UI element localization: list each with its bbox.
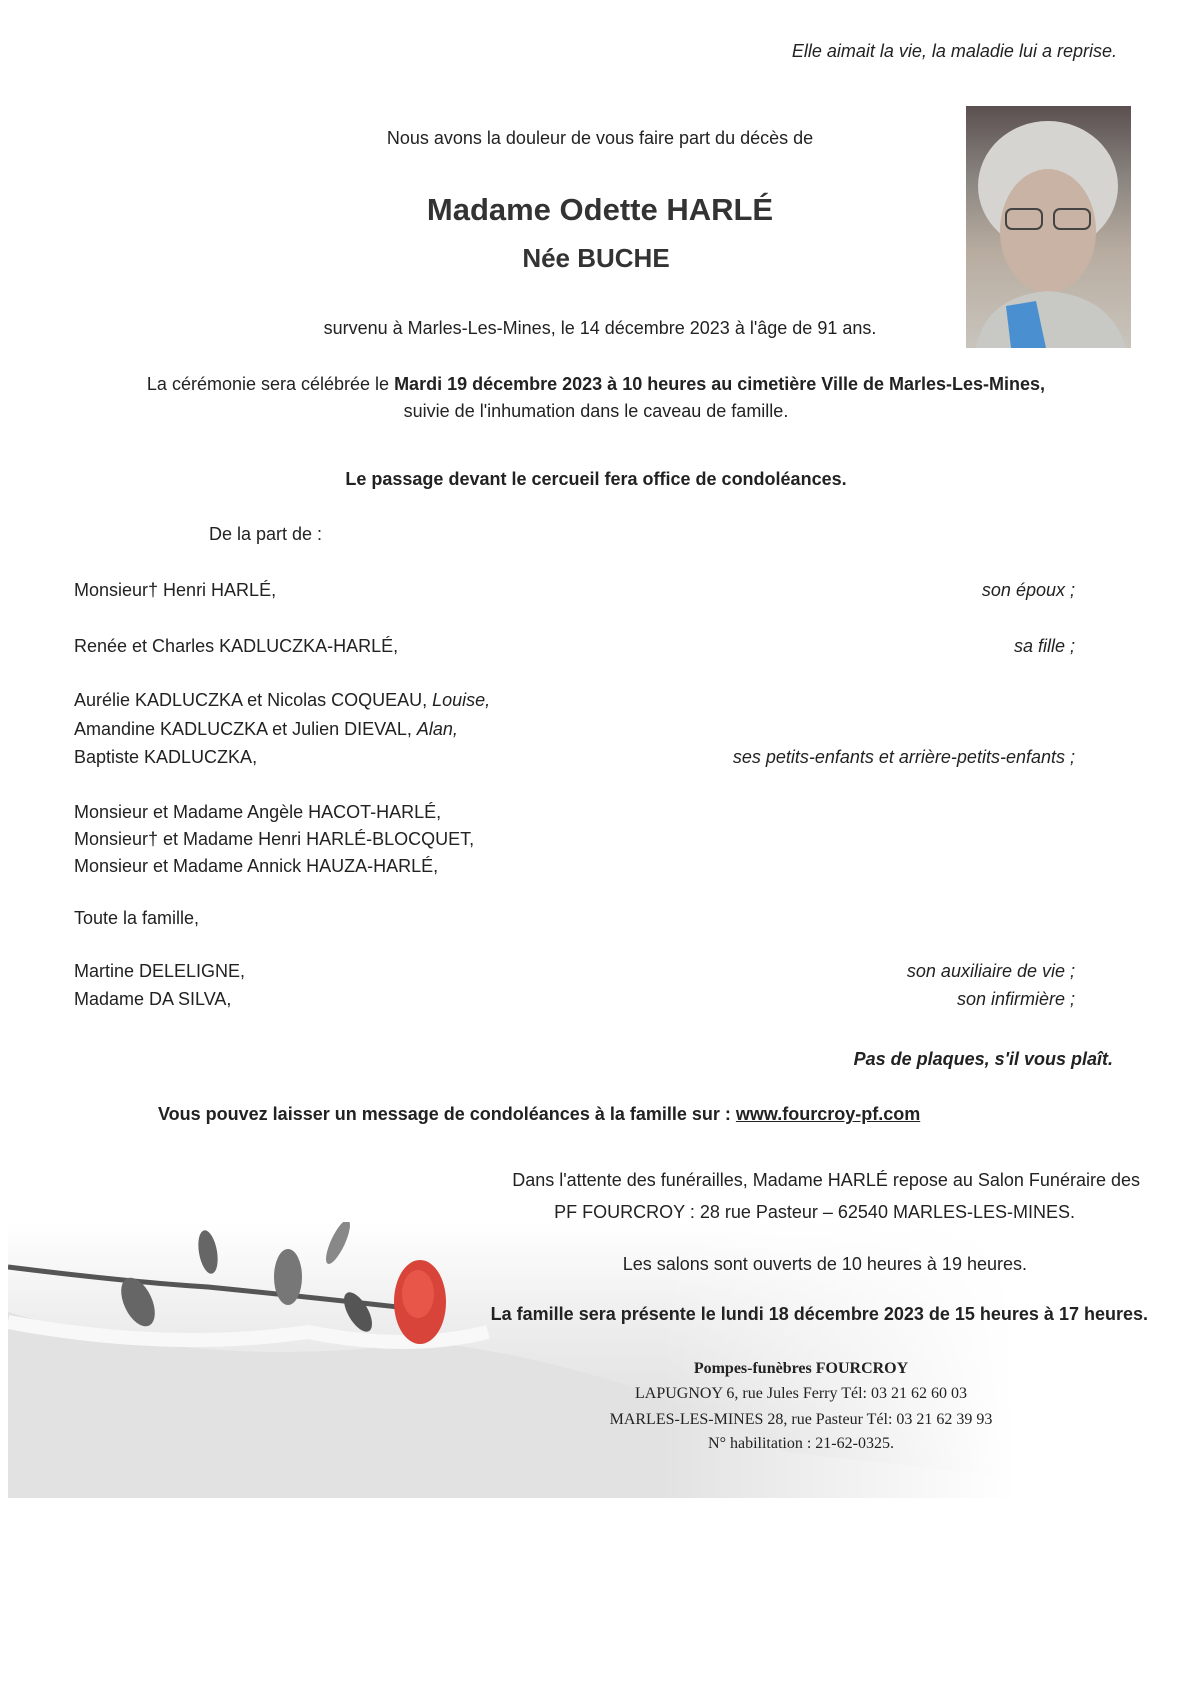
funeral-home-line: N° habilitation : 21-62-0325. (708, 1435, 894, 1452)
rest-place-line: Dans l'attente des funérailles, Madame HARLÉ repose au Salon Funéraire des (512, 1170, 1140, 1190)
family-relation: son auxiliaire de vie ; (906, 961, 1075, 981)
funeral-home-line: LAPUGNOY 6, rue Jules Ferry Tél: 03 21 62 60 03 (635, 1385, 967, 1402)
no-plaques-note: Pas de plaques, s'il vous plaît. (853, 1049, 1113, 1069)
online-condolences-text: Vous pouvez laisser un message de condoléances à la famille sur : (158, 1104, 736, 1124)
family-name: Monsieur et Madame Angèle HACOT-HARLÉ, (74, 802, 442, 822)
ceremony-burial: suivie de l'inhumation dans le caveau de famille. (403, 401, 789, 421)
family-relation: ses petits-enfants et arrière-petits-enfants ; (732, 747, 1075, 767)
family-name: Aurélie KADLUCZKA et Nicolas COQUEAU, (74, 690, 433, 710)
maiden-name: Née BUCHE (522, 243, 670, 273)
family-name: Madame DA SILVA, (74, 989, 232, 1009)
family-name: Monsieur† Henri HARLÉ, (74, 580, 277, 600)
salon-hours: Les salons sont ouverts de 10 heures à 19 heures. (622, 1254, 1027, 1274)
family-name: Amandine KADLUCZKA et Julien DIEVAL, (74, 719, 417, 739)
condolences-website-link[interactable]: www.fourcroy-pf.com (735, 1104, 921, 1124)
death-info: survenu à Marles-Les-Mines, le 14 décembre 2023 à l'âge de 91 ans. (323, 318, 877, 338)
ceremony-line (0, 375, 1192, 393)
family-name: Martine DELELIGNE, (74, 961, 246, 981)
funeral-home-name: Pompes-funèbres FOURCROY (693, 1360, 909, 1377)
family-relation: sa fille ; (1013, 636, 1075, 656)
family-presence: La famille sera présente le lundi 18 décembre 2023 de 15 heures à 17 heures. (490, 1304, 1148, 1324)
family-relation: son infirmière ; (956, 989, 1075, 1009)
great-grandchild-name: Alan, (416, 719, 458, 739)
family-name: Monsieur et Madame Annick HAUZA-HARLÉ, (74, 856, 439, 876)
epigraph: Elle aimait la vie, la maladie lui a reprise. (791, 41, 1117, 61)
intro-text: Nous avons la douleur de vous faire part du décès de (386, 128, 814, 148)
ceremony-details: Mardi 19 décembre 2023 à 10 heures au cimetière Ville de Marles-Les-Mines, (394, 374, 1046, 394)
condolences-note: Le passage devant le cercueil fera office de condoléances. (345, 469, 847, 489)
funeral-home-line: MARLES-LES-MINES 28, rue Pasteur Tél: 03 21 62 39 93 (609, 1411, 993, 1428)
great-grandchild-name: Louise, (432, 690, 491, 710)
rest-place-line: PF FOURCROY : 28 rue Pasteur – 62540 MARLES-LES-MINES. (554, 1202, 1075, 1222)
family-name: Monsieur† et Madame Henri HARLÉ-BLOCQUET, (74, 829, 475, 849)
ceremony-prefix: La cérémonie sera célébrée le (146, 374, 395, 394)
deceased-name: Madame Odette HARLÉ (426, 192, 774, 227)
family-relation: son époux ; (981, 580, 1075, 600)
from-label: De la part de : (209, 524, 323, 544)
family-name: Toute la famille, (74, 908, 200, 928)
family-name: Baptiste KADLUCZKA, (74, 747, 258, 767)
family-name: Renée et Charles KADLUCZKA-HARLÉ, (74, 636, 399, 656)
